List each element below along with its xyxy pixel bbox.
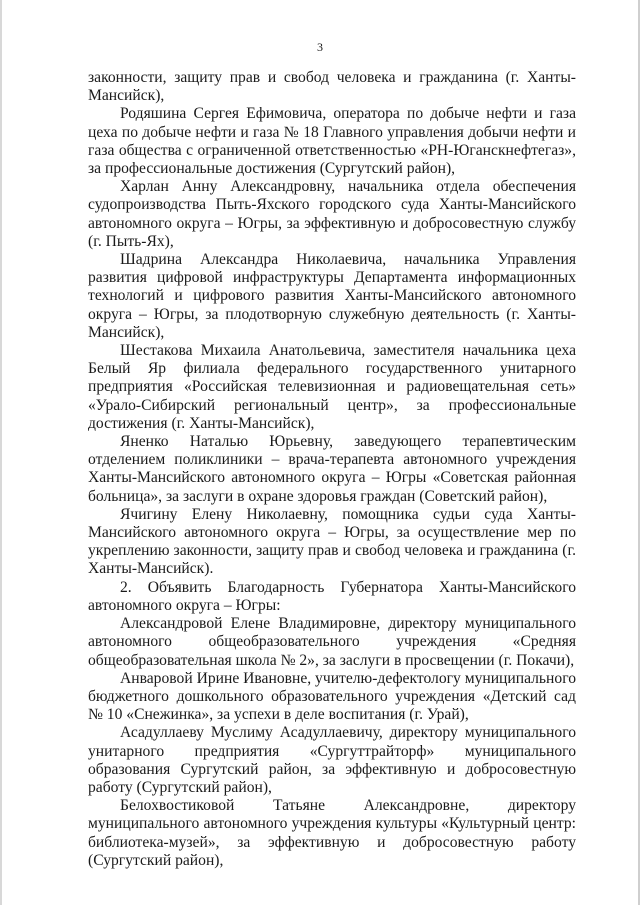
- section-heading-gratitude: 2. Объявить Благодарность Губернатора Ханты-Мансийского автономного округа – Югры:: [88, 578, 576, 614]
- award-entry-shestakov: Шестакова Михаила Анатольевича, заместителя начальника цеха Белый Яр филиала федерального государственного унитарного предприятия «Российская телевизионная и радиовещательная сеть» «Урало-Сибирский региональный центр», за профессиональные достижения (г. Ханты-Мансийск),: [88, 342, 576, 432]
- gratitude-entry-aleksandrova: Александровой Елене Владимировне, директору муниципального автономного общеобразовательного учреждения «Средняя общеобразовательная школа № 2», за заслуги в просвещении (г. Покачи),: [88, 615, 576, 669]
- scan-edge-left: [0, 0, 2, 905]
- award-entry-yachigina: Ячигину Елену Николаевну, помощника судьи суда Ханты-Мансийского автономного округа – Югры, за осуществление мер по укреплению законности, защиту прав и свобод человека и гражданина (г. Ханты-Мансийск).: [88, 505, 576, 578]
- gratitude-entry-belokhvostikova: Белохвостиковой Татьяне Александровне, директору муниципального автономного учреждения культуры «Культурный центр: библиотека-музей», за эффективную и добросовестную работу (Сургутский район),: [88, 797, 576, 869]
- award-entry-yanenko: Яненко Наталью Юрьевну, заведующего терапевтическим отделением поликлиники – врача-терапевта автономного учреждения Ханты-Мансийского автономного округа – Югры «Советская районная больница», за заслуги в охране здоровья граждан (Советский район),: [88, 433, 576, 505]
- gratitude-entry-asadullaev: Асадуллаеву Муслиму Асадуллаевичу, директору муниципального унитарного предприятия «Сургуттрайторф» муниципального образования Сургутский район, за эффективную и добросовестную работу (Сургутский район),: [88, 724, 576, 796]
- gratitude-entry-anvarova: Анваровой Ирине Ивановне, учителю-дефектологу муниципального бюджетного дошкольного образовательного учреждения «Детский сад № 10 «Снежинка», за успехи в деле воспитания (г. Урай),: [88, 669, 576, 724]
- page-number: 3: [317, 40, 323, 54]
- document-body: [88, 69, 576, 870]
- award-entry-kharlan: Харлан Анну Александровну, начальника отдела обеспечения судопроизводства Пыть-Яхского городского суда Ханты-Мансийского автономного округа – Югры, за эффективную и добросовестную службу (г. Пыть-Ях),: [88, 178, 576, 250]
- award-entry-rodyashin: Родяшина Сергея Ефимовича, оператора по добыче нефти и газа цеха по добыче нефти и газа № 18 Главного управления добычи нефти и газа общества с ограниченной ответственностью «РН-Юганскнефтегаз», за профессиональные достижения (Сургутский район),: [88, 105, 576, 178]
- award-entry-shadrin: Шадрина Александра Николаевича, начальника Управления развития цифровой инфраструктуры Департамента информационных технологий и цифрового развития Ханты-Мансийского автономного округа – Югры, за плодотворную служебную деятельность (г. Ханты-Мансийск),: [88, 251, 576, 341]
- paragraph-continuation: законности, защиту прав и свобод человека и гражданина (г. Ханты-Мансийск),: [88, 69, 576, 105]
